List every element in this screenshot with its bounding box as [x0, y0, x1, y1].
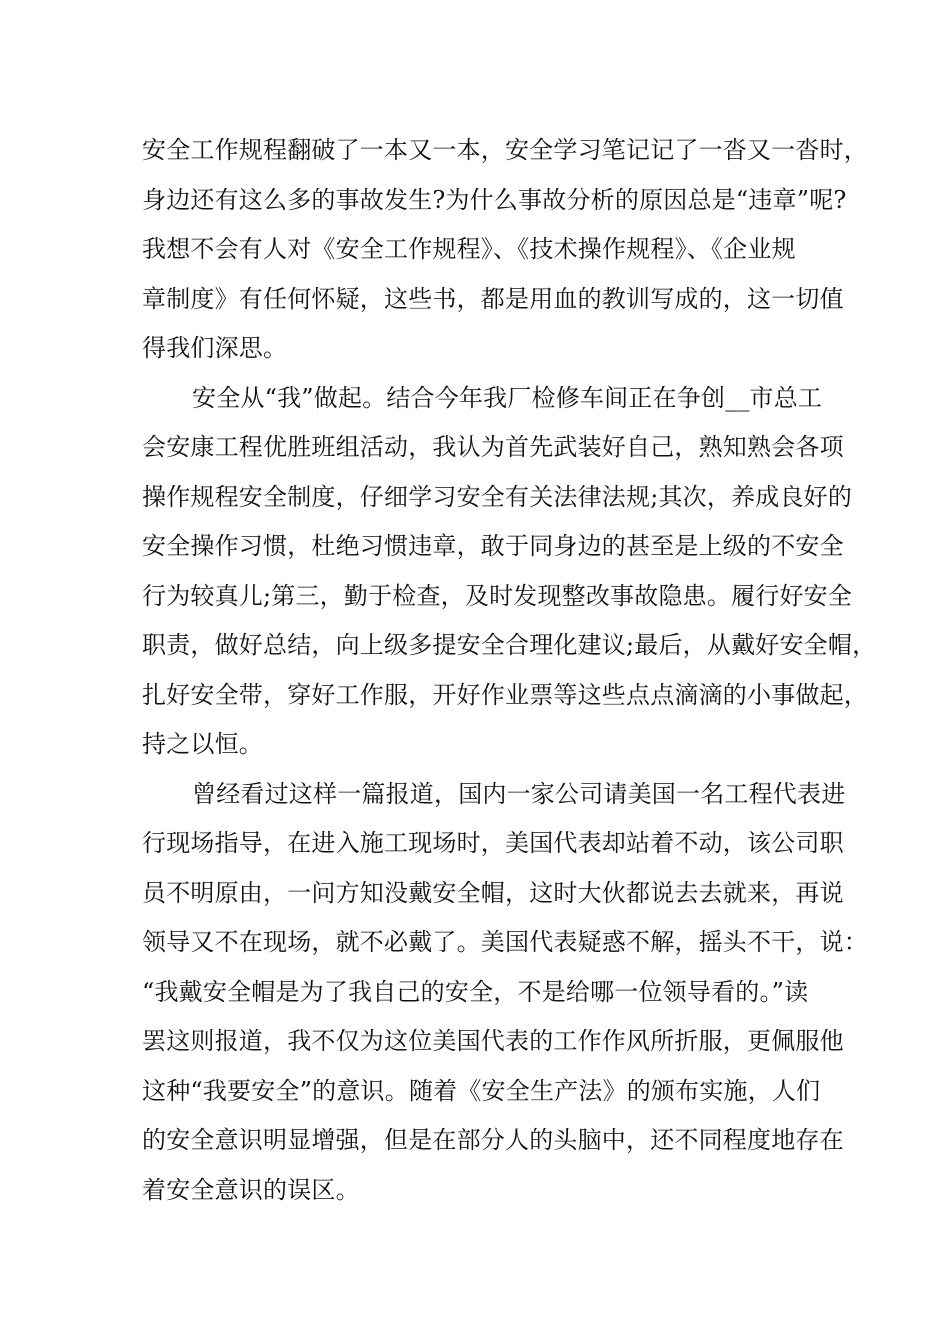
- text-line: 曾经看过这样一篇报道，国内一家公司请美国一名工程代表进: [192, 779, 846, 808]
- text-line: 着安全意识的误区。: [142, 1175, 360, 1204]
- paragraph-1: [142, 126, 868, 374]
- text-line: “我戴安全帽是为了我自己的安全，不是给哪一位领导看的。”读: [142, 977, 809, 1006]
- text-line: 安全工作规程翻破了一本又一本，安全学习笔记记了一沓又一沓时，: [142, 136, 868, 164]
- text-line: 身边还有这么多的事故发生?为什么事故分析的原因总是“违章”呢?: [142, 185, 847, 214]
- text-line: 的安全意识明显增强，但是在部分人的头脑中，还不同程度地存在: [142, 1126, 844, 1154]
- text-line: 职责，做好总结，向上级多提安全合理化建议;最后，从戴好安全帽，: [142, 631, 877, 659]
- text-line: 安全操作习惯，杜绝习惯违章，敢于同身边的甚至是上级的不安全: [142, 532, 844, 560]
- text-line: 我想不会有人对《安全工作规程》、《技术操作规程》、《企业规: [142, 235, 796, 263]
- text-line: 得我们深思。: [142, 334, 288, 362]
- text-line: 员不明原由，一问方知没戴安全帽，这时大伙都说去去就来，再说: [142, 878, 844, 907]
- text-line: 操作规程安全制度，仔细学习安全有关法律法规;其次，养成良好的: [142, 482, 853, 511]
- text-line: 安全从“我”做起。结合今年我厂检修车间正在争创__市总工: [192, 383, 823, 412]
- text-line: 行现场指导，在进入施工现场时，美国代表却站着不动，该公司职: [142, 829, 844, 857]
- paragraph-2: [142, 374, 877, 770]
- text-line: 章制度》有任何怀疑，这些书，都是用血的教训写成的，这一切值: [142, 284, 844, 313]
- text-line: 持之以恒。: [142, 730, 263, 758]
- document-body: [142, 126, 877, 1215]
- paragraph-3: [142, 770, 868, 1216]
- text-line: 罢这则报道，我不仅为这位美国代表的工作作风所折服，更佩服他: [142, 1027, 844, 1055]
- text-line: 行为较真儿;第三，勤于检查，及时发现整改事故隐患。履行好安全: [142, 581, 853, 610]
- text-line: 领导又不在现场，就不必戴了。美国代表疑惑不解，摇头不干，说：: [142, 928, 868, 956]
- text-line: 会安康工程优胜班组活动，我认为首先武装好自己，熟知熟会各项: [142, 433, 844, 461]
- text-line: 扎好安全带，穿好工作服，开好作业票等这些点点滴滴的小事做起，: [142, 680, 868, 709]
- text-line: 这种“我要安全”的意识。随着《安全生产法》的颁布实施，人们: [142, 1076, 821, 1105]
